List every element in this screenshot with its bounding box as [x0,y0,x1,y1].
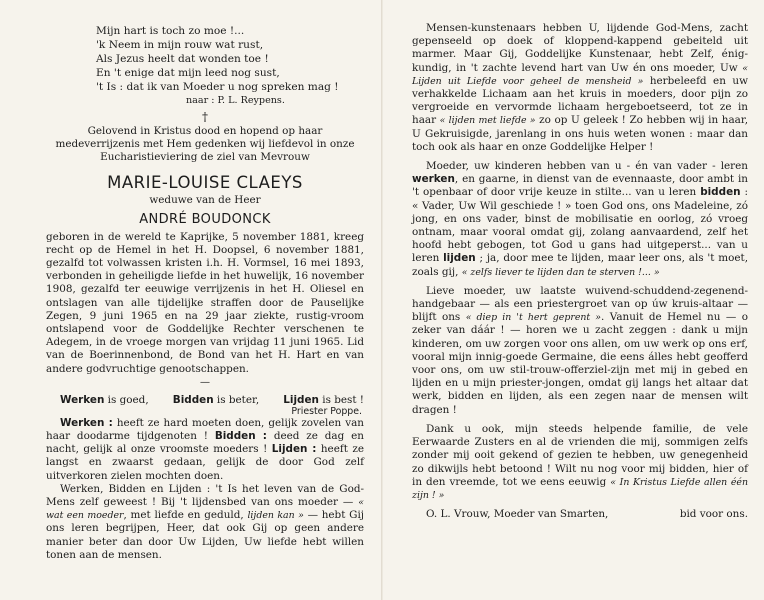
paragraph-kunstenaars [412,22,748,154]
poem-line: En 't enige dat mijn leed nog sust, [96,67,280,79]
keyword: werken [412,173,455,186]
motto-word: Lijden [283,393,319,406]
paragraph-text: zo op U geleek ! Zo hebben wij in haar, U Gekruisigde, jarenlang in ons huis weten wonen : maar dan toch ook als haar en onze Goddelijke Helper ! [412,114,748,153]
keyword: Bidden : [214,430,267,443]
motto-signature: Priester Poppe. [291,405,362,417]
motto-word: Bidden [172,393,214,406]
quote: « diep in 't hert geprent » [465,312,602,324]
biography: geboren in de wereld te Kaprijke, 5 november 1881, kreeg recht op de Hemel in het H. Doopsel, 6 november 1881, gezalfd tot volwassen kristen i.h. H. Vormsel, 16 mei 1893, verbonden in geheiligde liefde in het huwelijk, 16 november 1908, gezalfd ter eeuwige verrijzenis in het H. Oliesel en ontslagen van alle tijdelijke straffen door de Pauselijke Zegen, 9 juni 1965 en na 29 jaar ziekte, rustig-vroom ontslapend voor de Goddelijke Rechter verschenen te Adegem, in de vroege morgen van vrijdag 11 juni 1965. Lid van de Boerinnenbond, de Bond van het H. Hart en van andere godvruchtige genootschappen. [46,230,364,375]
paragraph-text: herbeleefd en uw verhakkelde Lichaam aan het kruis in moeders, door pijn zo vergroeide en vervormde lichaam hergeboetseerd, tot ze in haar [412,74,748,127]
poem-line: 'k Neem in mijn rouw wat rust, [96,39,264,51]
motto-text: is beter, [213,393,260,406]
closing-left: O. L. Vrouw, Moeder van Smarten, [426,508,609,521]
paragraph-text: Werken, Bidden en Lijden : 't Is het leven van de God-Mens zelf geweest ! Bij 't lijdensbed van ons moeder — [46,482,364,509]
intro-text: Gelovend in Kristus dood en hopend op haar medeverrijzenis met Hem gedenken wij liefdevol in onze Eucharistieviering de ziel van Mevrouw [55,125,355,164]
paragraph-text: Dank u ook, mijn steeds helpende familie, de vele Eerwaarde Zusters en al de vrienden die mij, sommigen zelfs zonder mij ooit gekend of gezien te hebben, uw genegenheid zo dikwijls hebt betoond ! Wilt nu nog voor mij bidden, hier of in den vreemde, tot we eens eeuwig [412,422,748,488]
paragraph-werken [46,417,364,483]
widow-line: weduwe van de Heer [149,193,261,206]
keyword: bidden [700,186,741,199]
quote: « wat een moeder [46,497,364,522]
quote: « In Kristus Liefde allen één zijn ! » [412,476,748,501]
paragraph-text: — hebt Gij ons leren begrijpen, Heer, dat ook Gij op geen andere manier beter dan door Uw Lijden, Uw liefde hebt willen tonen aan de mensen. [46,509,364,561]
keyword: lijden [443,252,476,265]
keyword: Lijden : [271,443,317,456]
poem-line: Mijn hart is toch zo moe !... [96,25,245,37]
poem-line: 't Is : dat ik van Moeder u nog spreken mag ! [96,81,339,93]
paragraph-kinderen [412,160,748,279]
divider: — [200,376,210,388]
quote: « zelfs liever te lijden dan te sterven !... » [461,266,660,278]
paragraph-text: heeft ze hard moeten doen, gelijk zovelen van haar doodarme tijdgenoten ! [46,416,364,443]
deceased-name: MARIE-LOUISE CLAEYS [107,172,303,192]
paragraph-text: heeft ze langst en zwaarst gedaan, gelijk de door God zelf uitverkoren zielen mochten doen. [46,443,364,482]
quote: lijden kan » [247,510,304,522]
motto [60,394,364,406]
poem-line: Als Jezus heelt dat wonden toe ! [96,53,269,65]
paragraph-text: Mensen-kunstenaars hebben U, lijdende God-Mens, zacht gepenseeld op doek of kloppend-kappend gebeiteld uit marmer. Maar Gij, Goddelijke Kunstenaar, hebt Zelf, énig-kundig, in 't zachte levend hart van Uw én ons moeder, Uw [412,22,748,74]
poem-attribution: naar : P. L. Reypens. [186,95,285,106]
paragraph-text: , en gaarne, in dienst van de evennaaste, door ambt in 't openbaar of door vrije keuze in stilte... van u leren [412,173,748,199]
husband-name: ANDRÉ BOUDONCK [139,211,271,227]
paragraph-text: . Vanuit de Hemel nu — o zeker van dáár ! — horen we u zacht zeggen : dank u mijn kinderen, om uw zorgen voor ons allen, om uw werk op ons erf, vooral mijn innig-goede Germaine, die eens álles hebt geofferd voor ons, om uw stil-trouw-offerziel-zijn met mij in gebed en lijden en u mijn priester-jongen, omdat gij langs het altaar dat werk, bidden en lijden, als een zegen naar de mensen wilt dragen ! [412,311,748,416]
paragraph-text: : « Vader, Uw Wil geschiede ! » toen God ons, ons Madeleine, zó jong, en ons vader, binst de mobilisatie en oorlog, zó vroeg ontnam, maar vooral omdat gij, zolang aanvaardend, zelf het hoofd hebt gebogen, tot God u gans had uitgeperst... van u leren [412,186,748,265]
paragraph-lieve-moeder [412,285,748,417]
closing-right: bid voor ons. [679,508,748,521]
paragraph-text: ; ja, door mee te lijden, maar leer ons, als 't moet, zoals gij, [412,252,748,278]
paragraph-text: Lieve moeder, uw laatste wuivend-schuddend-zegenend-handgebaar — als een priestergroet van op úw kruis-altaar — blijft ons [412,284,748,324]
paragraph-text: Moeder, uw kinderen hebben van u - én van vader - leren [426,160,748,173]
closing-prayer [412,508,748,521]
paragraph-text: deed ze dag en nacht, gelijk al onze vroomste moeders ! [46,430,364,456]
paragraph-text: , met liefde en geduld, [123,509,248,522]
motto-text: is best ! [318,393,364,406]
quote: « Lijden uit Liefde voor geheel de mensheid » [412,62,748,87]
paragraph-dank [412,423,748,502]
right-page [382,0,764,600]
motto-word: Werken [60,393,105,406]
keyword: Werken : [60,416,113,429]
motto-text: is goed, [104,393,149,406]
quote: « lijden met liefde » [439,115,536,127]
poem [46,24,364,108]
cross-icon: † [202,110,208,124]
paragraph-godmens [46,483,364,562]
